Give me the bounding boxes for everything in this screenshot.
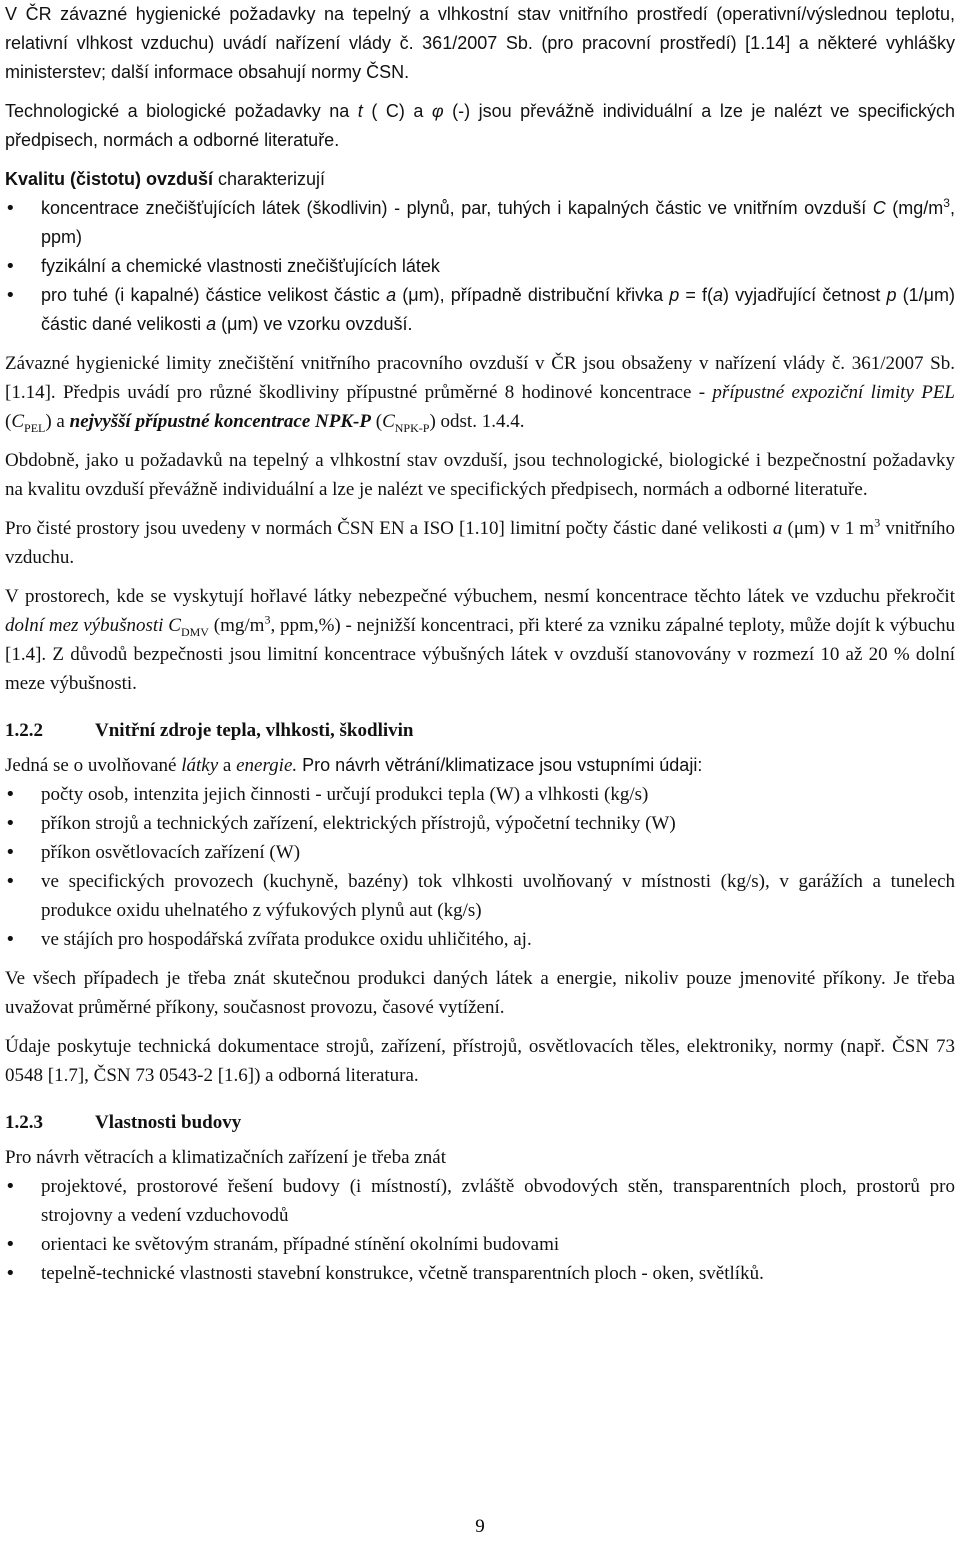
page-number: 9 <box>475 1516 485 1537</box>
list-item: • ve stájích pro hospodářská zvířata produkce oxidu uhličitého, aj. <box>5 925 955 954</box>
section-heading-building-properties <box>5 1108 955 1137</box>
air-quality-list <box>5 194 955 339</box>
list-item: • pro tuhé (i kapalné) částice velikost částic a (μm), případně distribuční křivka p = f(a) vyjadřující četnost p (1/μm) částic dané velikosti a (μm) ve vzorku ovzduší. <box>5 281 955 339</box>
list-item: • ve specifických provozech (kuchyně, bazény) tok vlhkosti uvolňovaný v místnosti (kg/s), v garážích a tunelech produkce oxidu uhelnatého z výfukových plynů aut (kg/s) <box>5 867 955 925</box>
sources-list <box>5 780 955 954</box>
list-item: • projektové, prostorové řešení budovy (i místností), zvláště obvodových stěn, transparentních ploch, prostorů pro strojovny a vedení vzduchovodů <box>5 1172 955 1230</box>
list-item: • fyzikální a chemické vlastnosti znečišťujících látek <box>5 252 955 281</box>
paragraph-sources-intro: Jedná se o uvolňované látky a energie. Pro návrh větrání/klimatizace jsou vstupními údaji: <box>5 755 703 776</box>
paragraph-similar-requirements: Obdobně, jako u požadavků na tepelný a vlhkostní stav ovzduší, jsou technologické, biologické i bezpečnostní požadavky na kvalitu ovzduší převážně individuální a lze je nalézt ve specifických předpisech, normách a odborné literatuře. <box>5 450 955 500</box>
paragraph-actual-production: Ve všech případech je třeba znát skutečnou produkci daných látek a energie, nikoliv pouze jmenovité příkony. Je třeba uvažovat průměrné příkony, současnost provozu, časové vytížení. <box>5 968 955 1018</box>
section-heading-internal-sources <box>5 716 955 745</box>
section-number: 1.2.2 <box>5 720 43 741</box>
paragraph-air-quality-intro: Kvalitu (čistotu) ovzduší charakterizují <box>5 169 326 189</box>
list-item: • příkon strojů a technických zařízení, elektrických přístrojů, výpočetní techniky (W) <box>5 809 955 838</box>
document-page <box>5 0 955 1288</box>
section-number: 1.2.3 <box>5 1112 43 1133</box>
list-item: • počty osob, intenzita jejich činnosti - určují produkci tepla (W) a vlhkosti (kg/s) <box>5 780 955 809</box>
list-item: • orientaci ke světovým stranám, případné stínění okolními budovami <box>5 1230 955 1259</box>
list-item: • příkon osvětlovacích zařízení (W) <box>5 838 955 867</box>
paragraph-clean-rooms: Pro čisté prostory jsou uvedeny v normách ČSN EN a ISO [1.10] limitní počty částic dané velikosti a (μm) v 1 $m^3$ vnitřního vzduchu. <box>5 515 955 568</box>
building-list <box>5 1172 955 1288</box>
paragraph-hygiene-limits: Závazné hygienické limity znečištění vnitřního pracovního ovzduší v ČR jsou obsaženy v nařízení vlády č. 361/2007 Sb. [1.14]. Předpis uvádí pro různé škodliviny přípustné průměrné 8 hodinové koncentrace - přípustné expoziční limity PEL $(C_{PEL})$ a nejvyšší přípustné koncentrace NPK-P $(C_{NPK-P})$ odst. 1.4.4. <box>5 353 955 435</box>
list-item: • koncentrace znečišťujících látek (škodlivin) - plynů, par, tuhých i kapalných částic ve vnitřním ovzduší C ($mg/m^3$, ppm) <box>5 194 955 252</box>
paragraph-explosive-substances: V prostorech, kde se vyskytují hořlavé látky nebezpečné výbuchem, nesmí koncentrace těchto látek ve vzduchu překročit dolní mez výbušnosti $C_{DMV}$ ($mg/m^3$, ppm,%) - nejnižší koncentraci, při které za vzniku zápalné teploty, může dojít k výbuchu [1.4]. Z důvodů bezpečnosti jsou limitní koncentrace výbušných látek v ovzduší stanovovány v rozmezí 10 až 20 % dolní meze výbušnosti. <box>5 586 955 694</box>
paragraph-hygiene-requirements: V ČR závazné hygienické požadavky na tepelný a vlhkostní stav vnitřního prostředí (operativní/výslednou teplotu, relativní vlhkost vzduchu) uvádí nařízení vlády č. 361/2007 Sb. (pro pracovní prostředí) [1.14] a některé vyhlášky ministerstev; další informace obsahují normy ČSN. <box>5 4 955 82</box>
paragraph-building-intro: Pro návrh větracích a klimatizačních zařízení je třeba znát <box>5 1147 446 1168</box>
paragraph-data-sources: Údaje poskytuje technická dokumentace strojů, zařízení, přístrojů, osvětlovacích těles, elektroniky, normy (např. ČSN 73 0548 [1.7], ČSN 73 0543-2 [1.6]) a odborná literatura. <box>5 1036 955 1086</box>
paragraph-technological-requirements: Technologické a biologické požadavky na t ( C) a φ (-) jsou převážně individuální a lze je nalézt ve specifických předpisech, normách a odborné literatuře. <box>5 101 955 150</box>
list-item: • tepelně-technické vlastnosti stavební konstrukce, včetně transparentních ploch - oken, světlíků. <box>5 1259 955 1288</box>
section-title: Vnitřní zdroje tepla, vlhkosti, škodlivin <box>95 720 414 741</box>
section-title: Vlastnosti budovy <box>95 1112 242 1133</box>
